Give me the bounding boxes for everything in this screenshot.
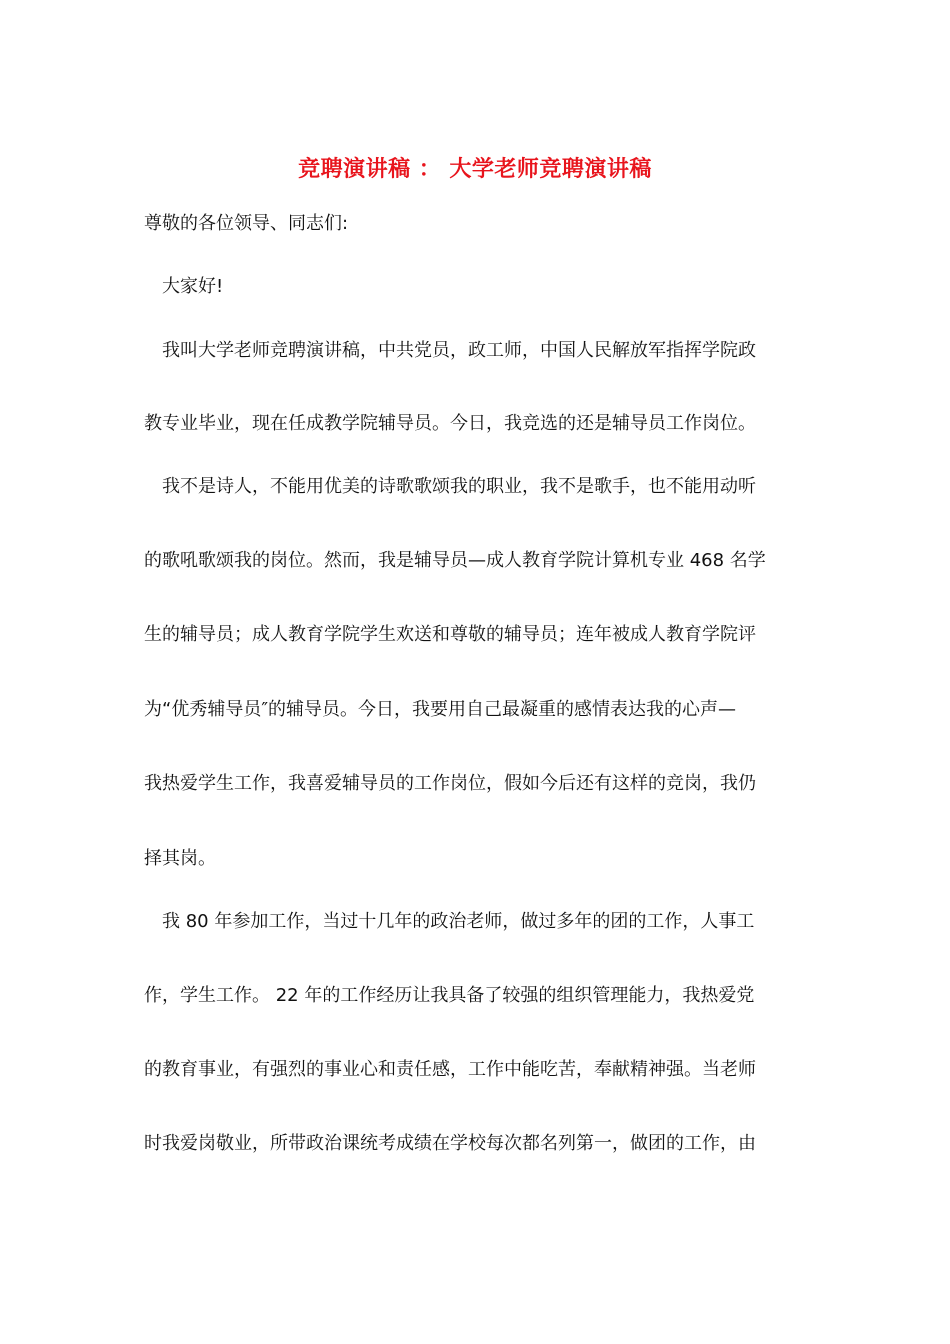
paragraph-line: 的歌吼歌颂我的岗位。然而，我是辅导员—成人教育学院计算机专业 468 名学 [144, 550, 766, 571]
paragraph-line: 教专业毕业，现在任成教学院辅导员。今日，我竞选的还是辅导员工作岗位。 [144, 413, 756, 434]
paragraph-line: 择其岗。 [144, 848, 216, 869]
paragraph-line: 为“优秀辅导员″的辅导员。今日，我要用自己最凝重的感情表达我的心声— [144, 699, 737, 720]
paragraph-line: 时我爱岗敬业，所带政治课统考成绩在学校每次都名列第一，做团的工作，由 [144, 1133, 756, 1154]
document-title: 竞聘演讲稿 ： 大学老师竞聘演讲稿 [298, 156, 652, 182]
paragraph-line: 我 80 年参加工作，当过十几年的政治老师，做过多年的团的工作，人事工 [162, 911, 755, 932]
paragraph-line: 的教育事业，有强烈的事业心和责任感，工作中能吃苦，奉献精神强。当老师 [144, 1059, 756, 1080]
paragraph-line: 作，学生工作。 22 年的工作经历让我具备了较强的组织管理能力，我热爱党 [144, 985, 755, 1006]
paragraph-line: 生的辅导员；成人教育学院学生欢送和尊敬的辅导员；连年被成人教育学院评 [144, 624, 756, 645]
salutation-line: 尊敬的各位领导、同志们: [144, 213, 349, 234]
paragraph-line: 我不是诗人，不能用优美的诗歌歌颂我的职业，我不是歌手，也不能用动听 [162, 476, 756, 497]
greeting-line: 大家好! [162, 276, 224, 297]
paragraph-line: 我热爱学生工作，我喜爱辅导员的工作岗位，假如今后还有这样的竞岗，我仍 [144, 773, 756, 794]
paragraph-line: 我叫大学老师竞聘演讲稿，中共党员，政工师，中国人民解放军指挥学院政 [162, 340, 756, 361]
